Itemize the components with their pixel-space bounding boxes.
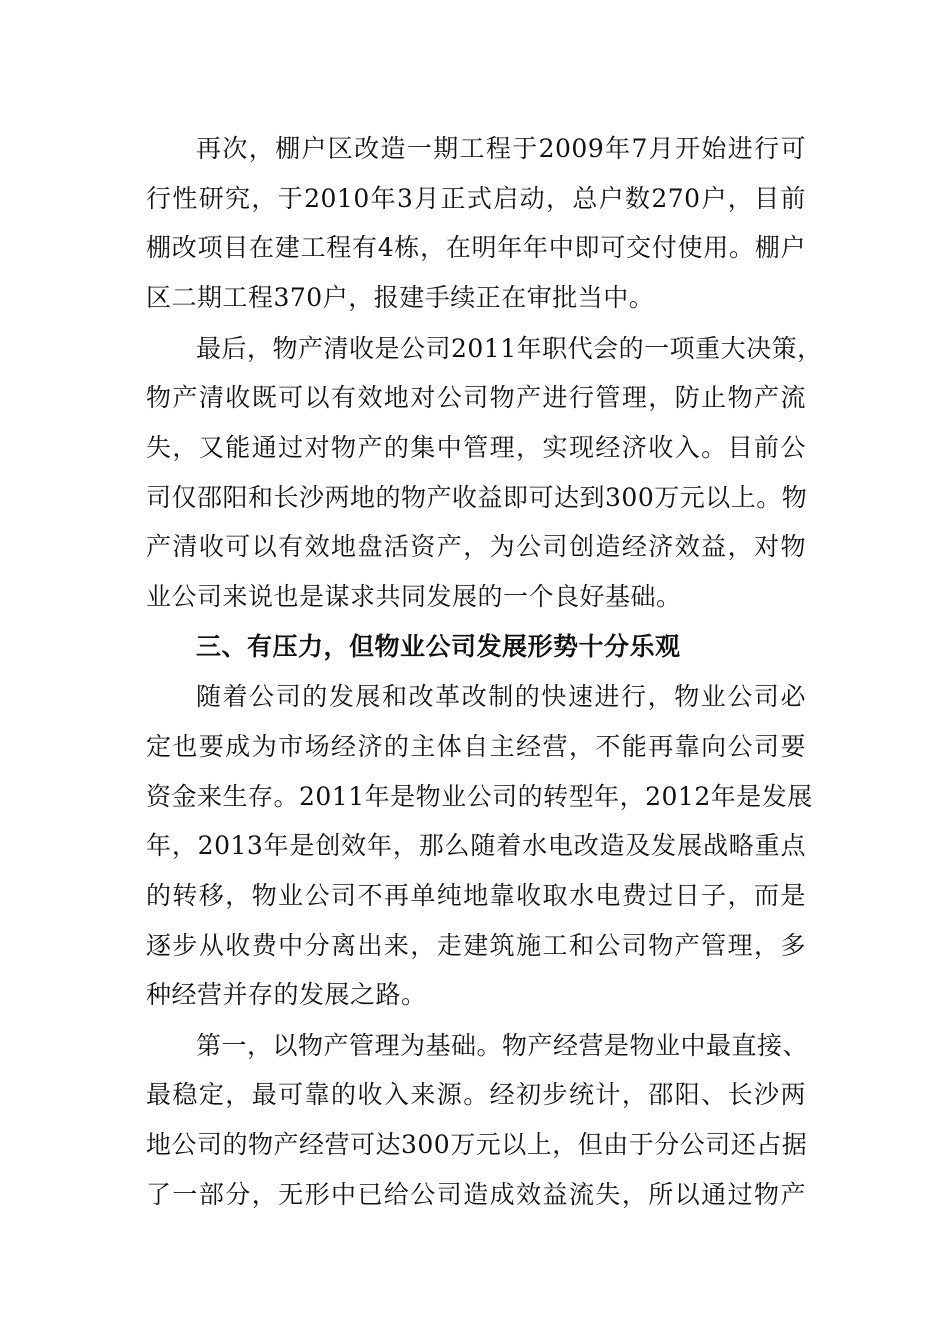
paragraph-line: 逐步从收费中分离出来，走建筑施工和公司物产管理，多 <box>146 931 806 960</box>
paragraph-line: 资金来生存。2011年是物业公司的转型年，2012年是发展 <box>146 782 813 811</box>
paragraph-line: 产清收可以有效地盘活资产，为公司创造经济效益，对物 <box>146 532 806 561</box>
paragraph-line: 的转移，物业公司不再单纯地靠收取水电费过日子，而是 <box>146 881 806 910</box>
paragraph-line: 年，2013年是创效年，那么随着水电改造及发展战略重点 <box>146 831 806 860</box>
paragraph-line: 地公司的物产经营可达300万元以上，但由于分公司还占据 <box>146 1130 808 1159</box>
paragraph-line: 了一部分，无形中已给公司造成效益流失，所以通过物产 <box>146 1180 806 1209</box>
paragraph-line: 第一，以物产管理为基础。物产经营是物业中最直接、 <box>196 1031 809 1060</box>
paragraph-line: 种经营并存的发展之路。 <box>146 980 427 1009</box>
section-heading: 三、有压力，但物业公司发展形势十分乐观 <box>196 632 681 661</box>
paragraph-line: 司仅邵阳和长沙两地的物产收益即可达到300万元以上。物 <box>146 483 808 512</box>
paragraph-line: 棚改项目在建工程有4栋，在明年年中即可交付使用。棚户 <box>146 233 806 262</box>
paragraph-line: 物产清收既可以有效地对公司物产进行管理，防止物产流 <box>146 383 806 412</box>
paragraph-line: 失，又能通过对物产的集中管理，实现经济收入。目前公 <box>146 433 806 462</box>
paragraph-line: 业公司来说也是谋求共同发展的一个良好基础。 <box>146 582 682 611</box>
paragraph-line: 定也要成为市场经济的主体自主经营，不能再靠向公司要 <box>146 732 806 761</box>
paragraph-line: 行性研究，于2010年3月正式启动，总户数270户，目前 <box>146 184 806 213</box>
paragraph-line: 最后，物产清收是公司2011年职代会的一项重大决策， <box>196 334 823 363</box>
paragraph-line: 再次，棚户区改造一期工程于2009年7月开始进行可 <box>196 134 806 163</box>
paragraph-line: 区二期工程370户，报建手续正在审批当中。 <box>146 283 655 312</box>
paragraph-line: 随着公司的发展和改革改制的快速进行，物业公司必 <box>196 682 806 711</box>
paragraph-line: 最稳定，最可靠的收入来源。经初步统计，邵阳、长沙两 <box>146 1080 806 1109</box>
